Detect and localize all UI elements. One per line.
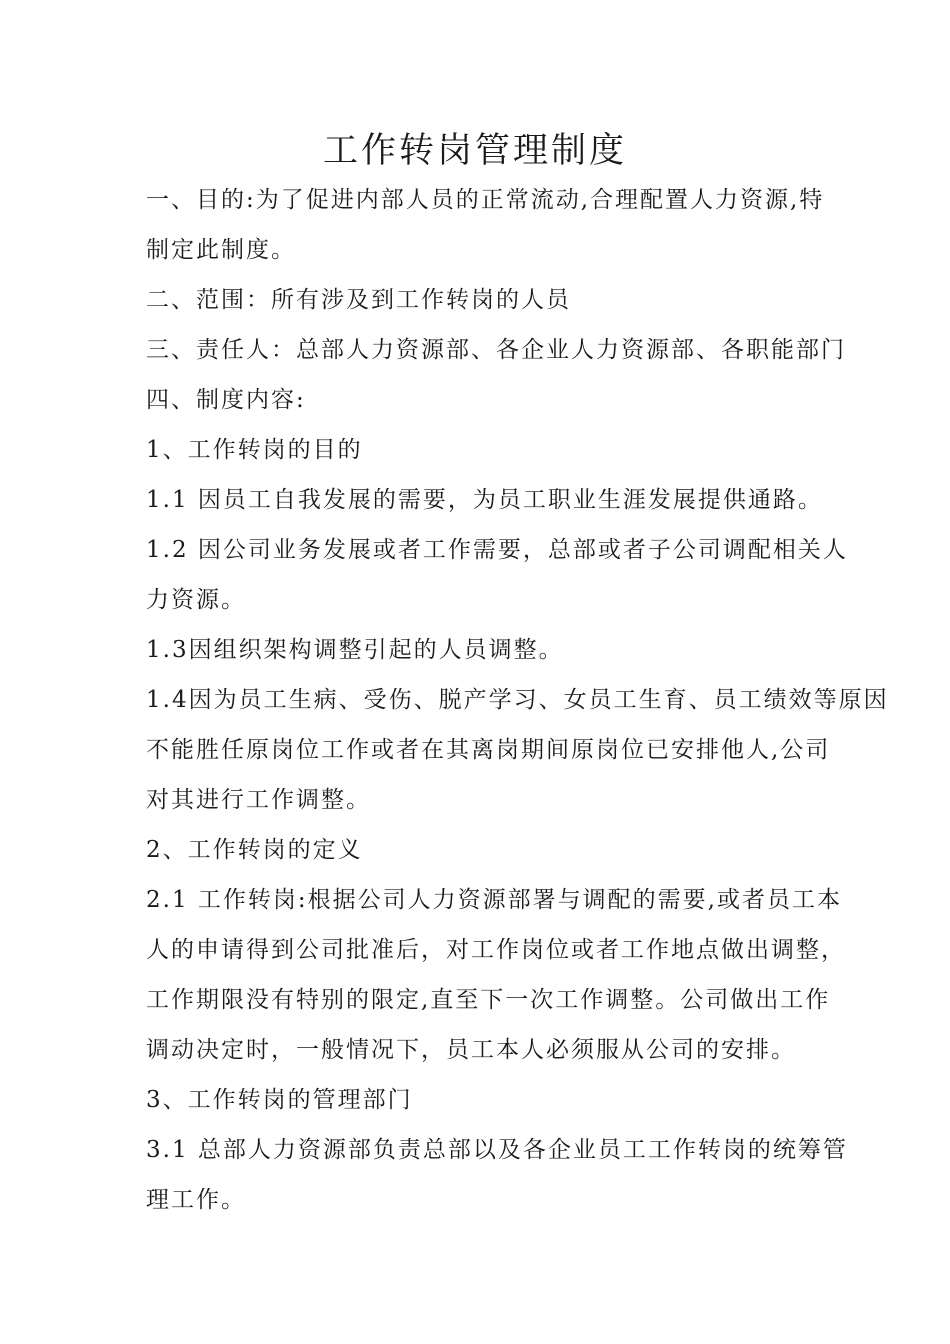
text-line: 2.1 工作转岗:根据公司人力资源部署与调配的需要,或者员工本 <box>146 887 842 913</box>
text-line: 制定此制度。 <box>146 237 296 263</box>
text-line: 二、范围：所有涉及到工作转岗的人员 <box>146 287 571 313</box>
text-line: 三、责任人：总部人力资源部、各企业人力资源部、各职能部门 <box>146 337 846 363</box>
text-line: 工作期限没有特别的限定,直至下一次工作调整。公司做出工作 <box>146 987 831 1013</box>
text-line: 2、工作转岗的定义 <box>146 837 363 863</box>
text-line: 1.3因组织架构调整引起的人员调整。 <box>146 637 564 663</box>
text-line: 一、目的:为了促进内部人员的正常流动,合理配置人力资源,特 <box>146 187 825 213</box>
text-line: 1、工作转岗的目的 <box>146 437 363 463</box>
text-line: 1.1 因员工自我发展的需要，为员工职业生涯发展提供通路。 <box>146 487 823 513</box>
text-line: 1.4因为员工生病、受伤、脱产学习、女员工生育、员工绩效等原因 <box>146 687 889 713</box>
text-line: 力资源。 <box>146 587 246 613</box>
text-line: 3.1 总部人力资源部负责总部以及各企业员工工作转岗的统筹管 <box>146 1137 848 1163</box>
text-line: 四、制度内容: <box>146 387 306 413</box>
text-line: 3、工作转岗的管理部门 <box>146 1087 413 1113</box>
text-line: 调动决定时，一般情况下，员工本人必须服从公司的安排。 <box>146 1037 796 1063</box>
text-line: 对其进行工作调整。 <box>146 787 371 813</box>
text-line: 人的申请得到公司批准后，对工作岗位或者工作地点做出调整， <box>146 937 846 963</box>
text-line: 1.2 因公司业务发展或者工作需要，总部或者子公司调配相关人 <box>146 537 848 563</box>
document-title: 工作转岗管理制度 <box>322 131 627 171</box>
text-line: 不能胜任原岗位工作或者在其离岗期间原岗位已安排他人,公司 <box>146 737 831 763</box>
text-line: 理工作。 <box>146 1187 246 1213</box>
